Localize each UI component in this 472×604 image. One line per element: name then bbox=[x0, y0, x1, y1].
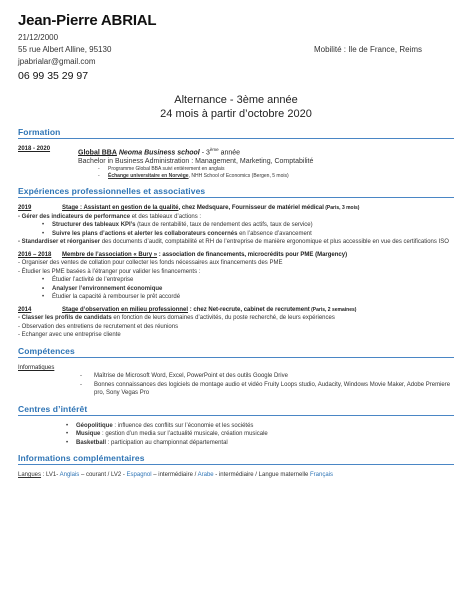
section-formation bbox=[18, 127, 454, 180]
exp1-b2-rest: en l’absence d’avancement bbox=[237, 230, 312, 237]
year-tail: année bbox=[218, 149, 241, 157]
exp2-role: Membre de l’association « Bury » bbox=[62, 251, 158, 258]
mobility: Mobilité : Ile de France, Reims bbox=[313, 45, 422, 54]
exp3-line1 bbox=[18, 314, 454, 323]
exp1-meta: (Paris, 3 mois) bbox=[323, 205, 360, 212]
competences-label: Informatiques bbox=[18, 364, 55, 371]
languages-text: – courant / LV2 - bbox=[79, 472, 127, 479]
exp3-line2: - Observation des entretiens de recrutement et des réunions bbox=[18, 323, 179, 330]
formation-title bbox=[78, 145, 454, 157]
exp1-l2-rest: des documents d’audit, comptabilité et RH de l’entreprise de manière ergonomique et plus accessible en vue des certifications ISO bbox=[100, 239, 449, 246]
interet-label: Basketball bbox=[76, 439, 107, 446]
headline-line-2: 24 mois à partir d’octobre 2020 bbox=[160, 108, 312, 120]
exp1-bullet bbox=[52, 230, 454, 239]
language-spanish: Espagnol bbox=[126, 472, 152, 479]
degree: Global BBA bbox=[78, 149, 117, 157]
exp2-company: : association de financements, microcrédits pour PME (Margency) bbox=[157, 251, 348, 258]
formation-item bbox=[108, 173, 454, 180]
exp3-meta: (Paris, 2 semaines) bbox=[309, 306, 357, 313]
exp3-role: Stage d’observation en milieu professionnel bbox=[62, 306, 189, 313]
interet-text: : participation au championnat départemental bbox=[106, 439, 228, 446]
email: jpabrialar@gmail.com bbox=[18, 57, 96, 66]
exp1-l1-rest: et des tableaux d’actions : bbox=[130, 213, 202, 220]
program: Bachelor in Business Administration : Management, Marketing, Comptabilité bbox=[78, 158, 314, 166]
exp3-header bbox=[18, 306, 454, 315]
section-title-experiences: Expériences professionnelles et associatives bbox=[18, 186, 454, 198]
languages-text: - intermédiaire / Langue maternelle bbox=[213, 472, 311, 479]
exp2-bullet: • Étudier l’activité de l’entreprise bbox=[52, 276, 454, 285]
interet-item bbox=[76, 430, 454, 439]
interet-item bbox=[76, 422, 454, 431]
formation-dates: 2018 - 2020 bbox=[18, 146, 51, 152]
exp3-dates: 2014 bbox=[18, 306, 32, 313]
formation-entry bbox=[18, 145, 454, 180]
competence-item: - Bonnes connaissances des logiciels de montage audio et vidéo Fruity Loops studio, Audacity, Windows Movie Maker, Adobe Premiere pro, Sony Vegas Pro bbox=[94, 381, 454, 398]
exp1-line2 bbox=[18, 238, 454, 247]
section-title-interets: Centres d’intérêt bbox=[18, 404, 454, 416]
exp2-bullets bbox=[18, 276, 454, 302]
exp2-dates: 2016 – 2018 bbox=[18, 251, 52, 258]
exp1-b1-rest: (taux de rentabilité, taux de rendement des actifs, taux de service) bbox=[135, 222, 313, 229]
exp1-dates: 2019 bbox=[18, 205, 32, 212]
section-competences bbox=[18, 346, 454, 398]
exp1-b1-bold: Structurer des tableaux KPI’s bbox=[52, 222, 136, 229]
year: - 3 bbox=[199, 149, 210, 157]
languages-text: – intermédiaire / bbox=[151, 472, 198, 479]
section-title-infos: Informations complémentaires bbox=[18, 453, 454, 465]
candidate-name: Jean-Pierre ABRIAL bbox=[18, 12, 157, 29]
interet-text: : influence des conflits sur l’économie et les sociétés bbox=[112, 422, 254, 429]
language-arabic: Arabe bbox=[197, 472, 214, 479]
address: 55 rue Albert Alline, 95130 bbox=[18, 45, 112, 54]
exchange-tail: , NHH School of Economics (Bergen, 5 mois) bbox=[188, 173, 289, 180]
birth-date: 21/12/2000 bbox=[18, 33, 59, 42]
formation-item-text: Programme Global BBA suivi entièrement en anglais bbox=[108, 166, 225, 173]
languages-label: Langues bbox=[18, 472, 42, 479]
section-title-formation: Formation bbox=[18, 127, 454, 139]
exp2-line2: - Étudier les PME basées à l’étranger pour valider les financements : bbox=[18, 268, 201, 275]
interet-item bbox=[76, 439, 454, 448]
headline bbox=[18, 93, 454, 121]
interet-text: : gestion d’un media sur l’actualité musicale, création musicale bbox=[100, 431, 268, 438]
exp3-l1-bold: - Classer les profils de candidats bbox=[18, 315, 112, 322]
exp1-bullets bbox=[18, 221, 454, 238]
interets-list bbox=[18, 422, 454, 448]
interet-label: Géopolitique bbox=[76, 422, 113, 429]
interet-label: Musique bbox=[76, 431, 101, 438]
exp3-company: : chez Net-recrute, cabinet de recrutement bbox=[188, 306, 310, 313]
exp1-l1-bold: - Gérer des indicateurs de performance bbox=[18, 213, 131, 220]
school: Neoma Business school bbox=[116, 149, 200, 157]
languages-line bbox=[18, 471, 454, 480]
address-row bbox=[18, 44, 422, 56]
headline-line-1: Alternance - 3ème année bbox=[174, 94, 298, 106]
year-sup: ème bbox=[209, 147, 219, 152]
exp3-l1-rest: en fonction de leurs domaines d’activités, du poste recherché, de leurs expériences bbox=[111, 315, 335, 322]
section-interets bbox=[18, 404, 454, 448]
language-english: Anglais bbox=[59, 472, 80, 479]
exp1-l2-bold: - Standardiser et réorganiser bbox=[18, 239, 101, 246]
exp2-line1: - Organiser des ventes de collation pour collecter les fonds nécessaires aux financements des PME bbox=[18, 260, 283, 267]
formation-list bbox=[78, 166, 454, 180]
languages-text: : LV1- bbox=[41, 472, 60, 479]
exp2-bullet: • Étudier la capacité à rembourser le prêt accordé bbox=[52, 293, 454, 302]
competence-item: - Maîtrise de Microsoft Word, Excel, PowerPoint et des outils Google Drive bbox=[94, 372, 454, 381]
exchange-text: Échange universitaire en Norvège bbox=[108, 173, 189, 180]
exp1-bullet bbox=[52, 221, 454, 230]
exp2-header bbox=[18, 251, 454, 260]
exp1-company: , chez Medsquare, Fournisseur de matériel médical bbox=[178, 205, 324, 212]
phone: 06 99 35 29 97 bbox=[18, 70, 89, 82]
exp3-line3: - Echanger avec une entreprise cliente bbox=[18, 332, 121, 339]
exp1-header bbox=[18, 204, 454, 213]
exp2-bullet: • Analyser l’environnement économique bbox=[52, 285, 454, 294]
exp1-b2-bold: Suivre les plans d’actions et alerter les collaborateurs concernés bbox=[52, 230, 238, 237]
exp1-line1 bbox=[18, 213, 454, 222]
section-experiences bbox=[18, 186, 454, 340]
competences-list bbox=[18, 372, 454, 398]
section-title-competences: Compétences bbox=[18, 346, 454, 358]
language-french: Français bbox=[310, 472, 334, 479]
exp1-role: Stage : Assistant en gestion de la qualité bbox=[62, 205, 179, 212]
section-infos bbox=[18, 453, 454, 480]
